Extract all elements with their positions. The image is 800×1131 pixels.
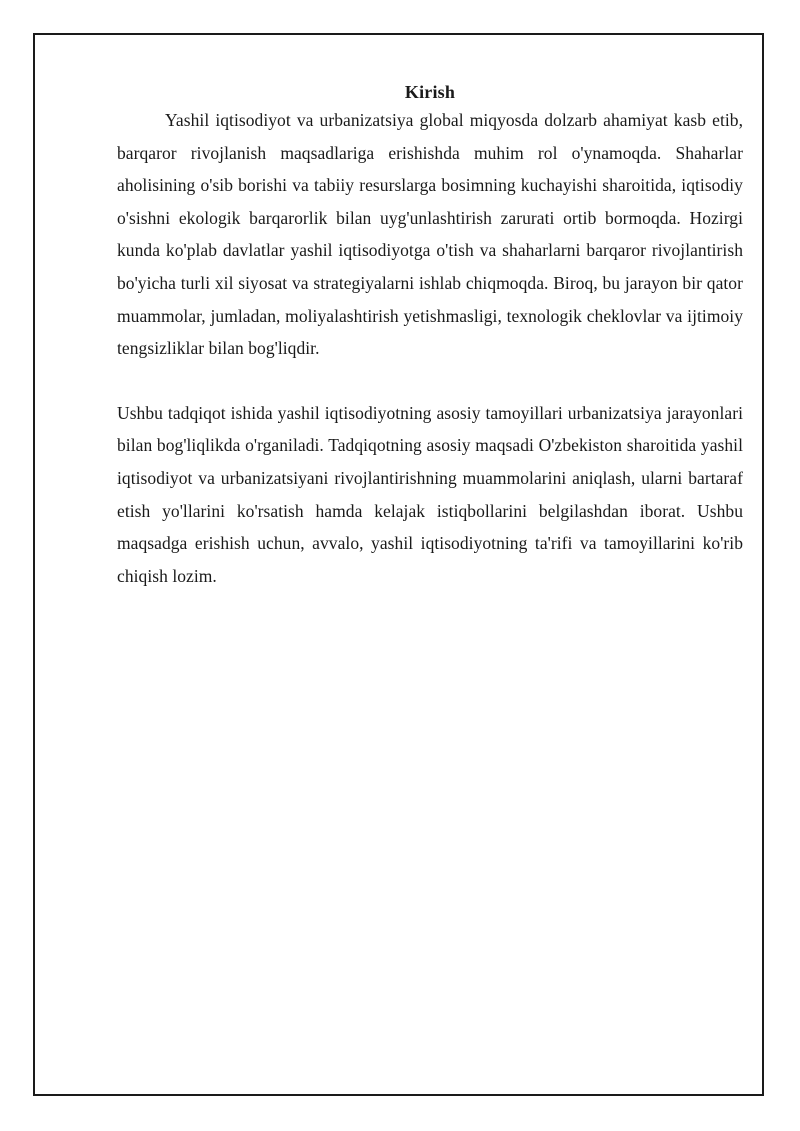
section-heading: Kirish [404,82,456,102]
paragraph-spacer [117,365,743,397]
page-border [33,33,764,1096]
paragraph-research-goal: Ushbu tadqiqot ishida yashil iqtisodiyotning asosiy tamoyillari urbanizatsiya jarayonlari bilan bog'liqlikda o'rganiladi. Tadqiqotning asosiy maqsadi O'zbekiston sharoitida yashil iqtisodiyot va urbanizatsiyani rivojlantirishning muammolarini aniqlash, ularni bartaraf etish yo'llarini ko'rsatish hamda kelajak istiqbollarini belgilashdan iborat. Ushbu maqsadga erishish uchun, avvalo, yashil iqtisodiyotning ta'rifi va tamoyillarini ko'rib chiqish lozim. [117,402,743,586]
document-body [117,81,743,592]
paragraph-intro: Yashil iqtisodiyot va urbanizatsiya global miqyosda dolzarb ahamiyat kasb etib, barqaror rivojlanish maqsadlariga erishishda muhim rol o'ynamoqda. Shaharlar aholisining o'sib borishi va tabiiy resurslarga bosimning kuchayishi sharoitida, iqtisodiy o'sishni ekologik barqarorlik bilan uyg'unlashtirish zarurati ortib bormoqda. Hozirgi kunda ko'plab davlatlar yashil iqtisodiyotga o'tish va shaharlarni barqaror rivojlantirish bo'yicha turli xil siyosat va strategiyalarni ishlab chiqmoqda. Biroq, bu jarayon bir qator muammolar, jumladan, moliyalashtirish yetishmasligi, texnologik cheklovlar va ijtimoiy tengsizliklar bilan bog'liqdir. [117,110,743,359]
